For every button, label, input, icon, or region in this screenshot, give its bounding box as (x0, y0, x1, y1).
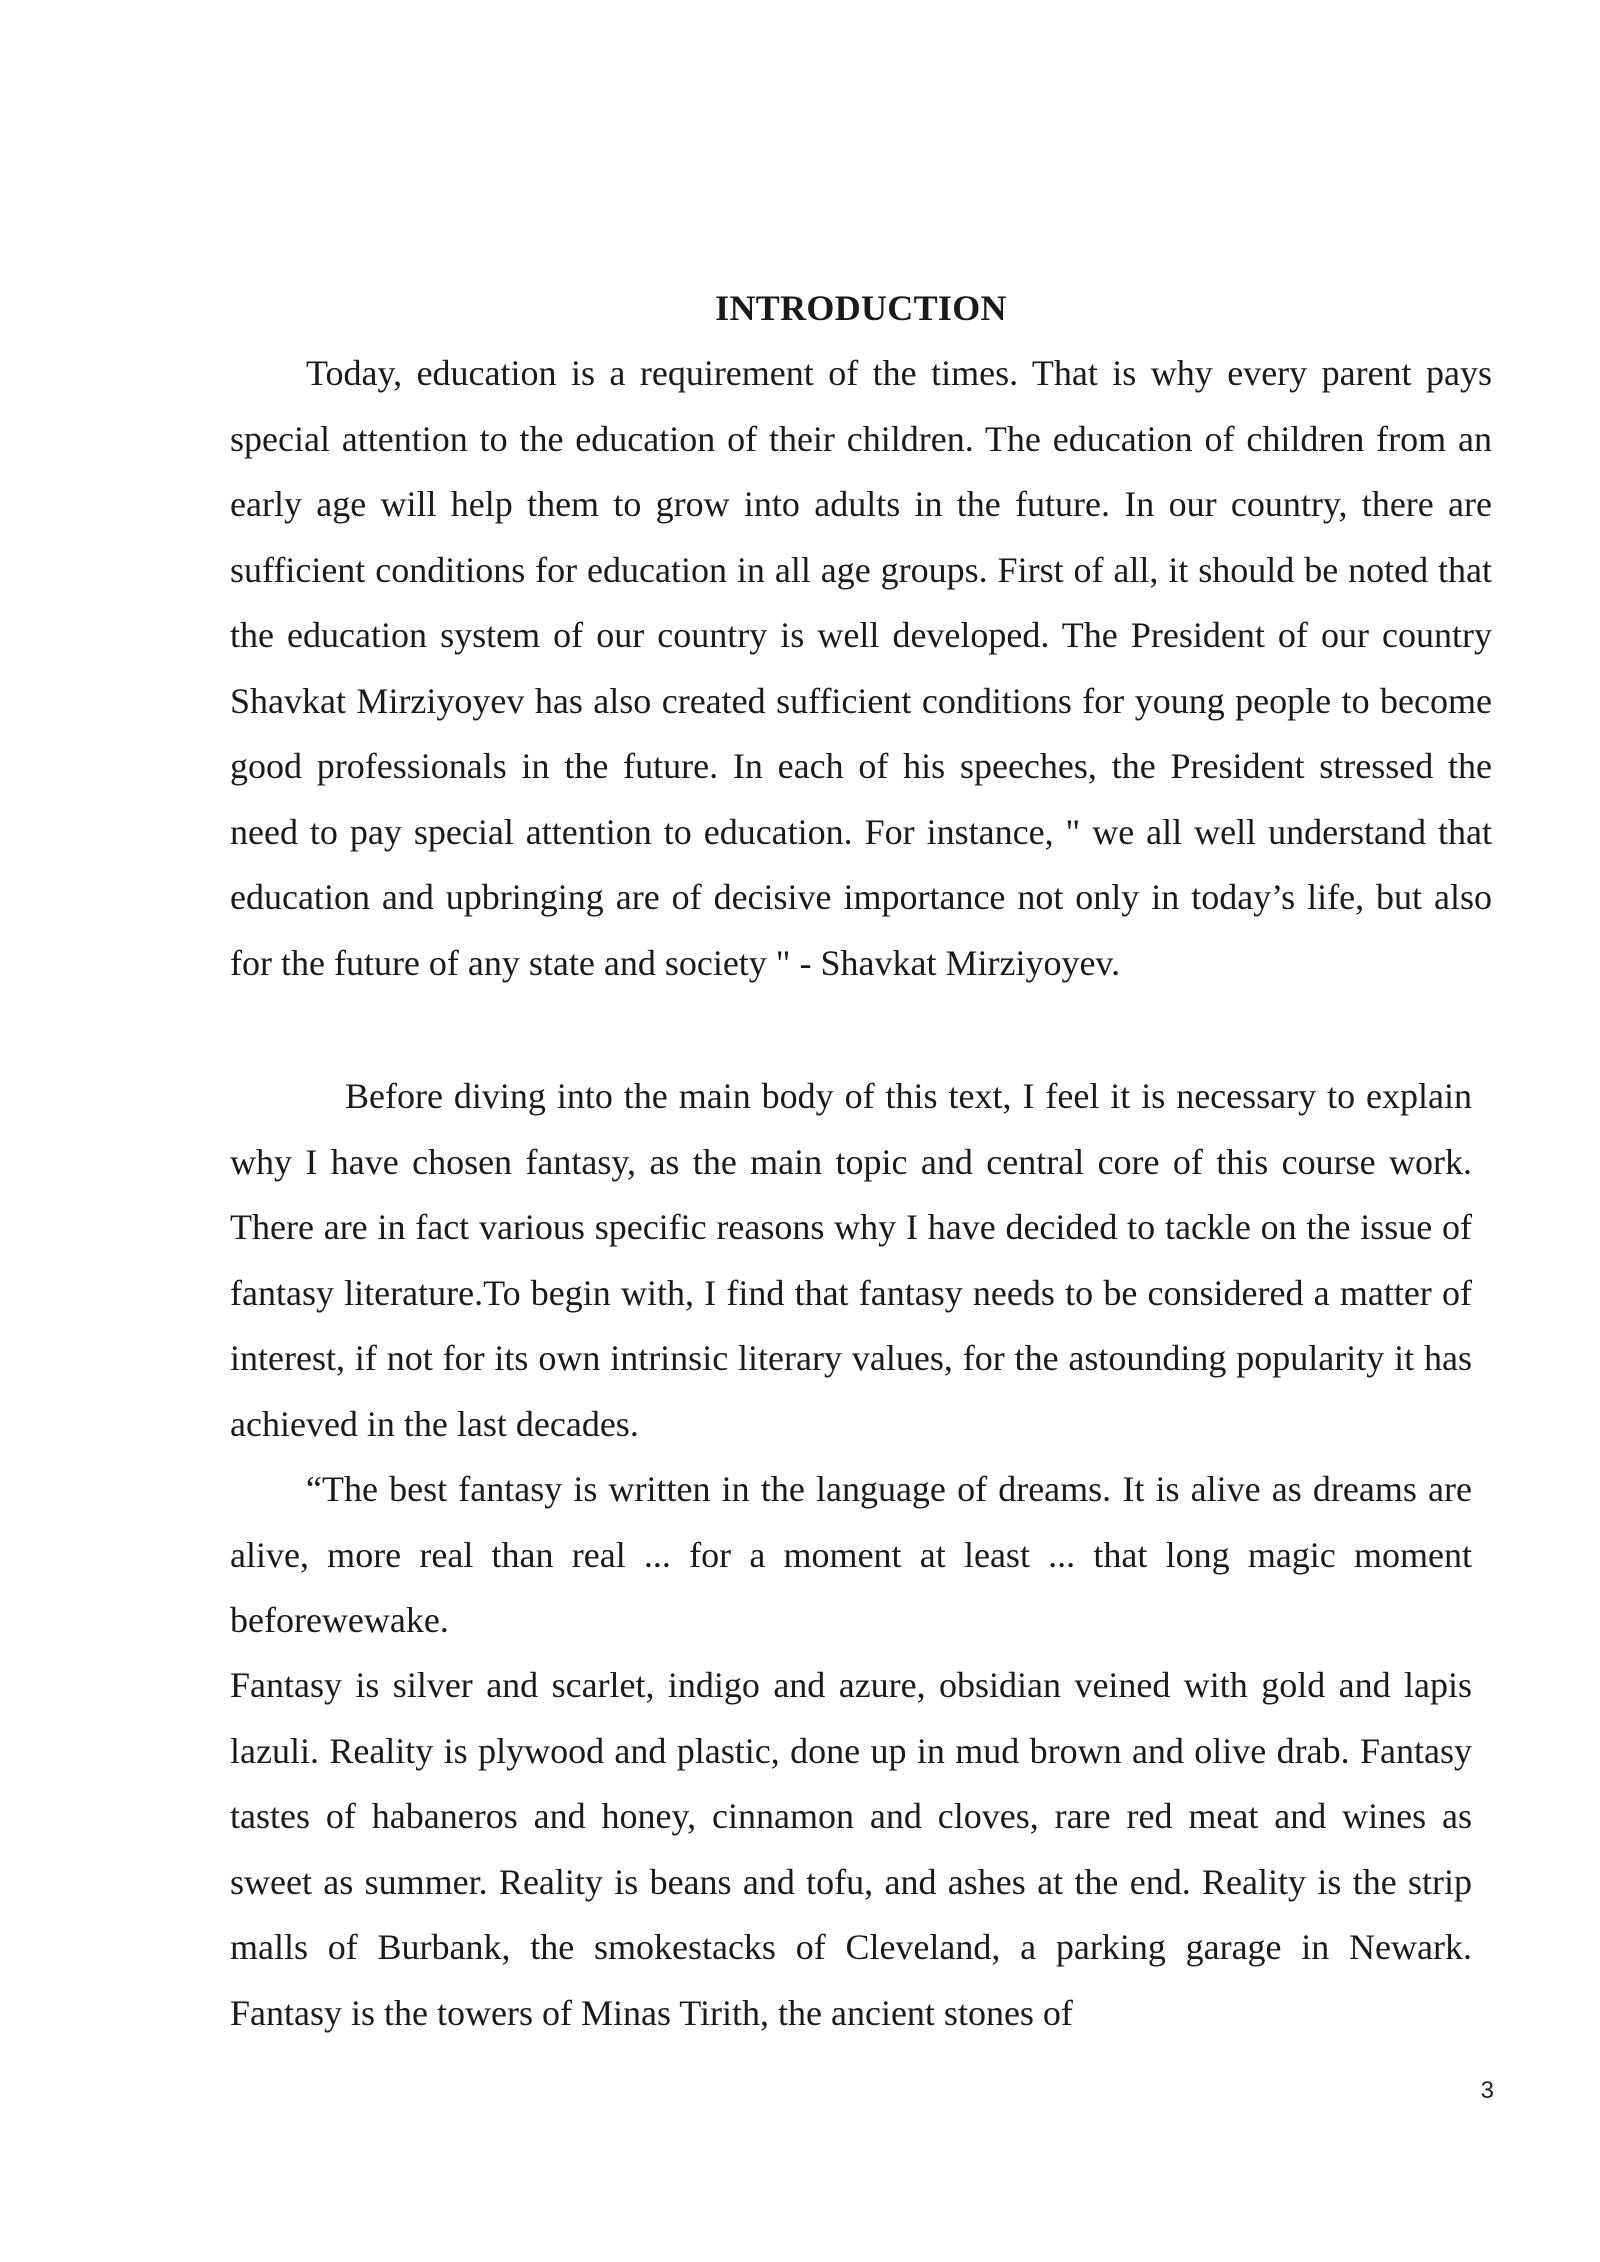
page-number: 3 (1480, 2077, 1494, 2104)
paragraph-quote-dreams: “The best fantasy is written in the language of dreams. It is alive as dreams are alive, more real than real ... for a moment at least ... that long magic moment beforewewake. (230, 1469, 1472, 1640)
paragraph-fantasy-reasons: Before diving into the main body of this text, I feel it is necessary to explain why I have chosen fantasy, as the main topic and central core of this course work. There are in fact various specific reasons why I have decided to tackle on the issue of fantasy literature.To begin with, I find that fantasy needs to be considered a matter of interest, if not for its own intrinsic literary values, for the astounding popularity it has achieved in the last decades. (230, 1076, 1472, 1444)
paragraph-fantasy-reality: Fantasy is silver and scarlet, indigo and azure, obsidian veined with gold and lapis lazuli. Reality is plywood and plastic, done up in mud brown and olive drab. Fantasy tastes of habaneros and honey, cinnamon and cloves, rare red meat and wines as sweet as summer. Reality is beans and tofu, and ashes at the end. Reality is the strip malls of Burbank, the smokestacks of Cleveland, a parking garage in Newark. Fantasy is the towers of Minas Tirith, the ancient stones of (230, 1665, 1472, 2033)
paragraph-education: Today, education is a requirement of the times. That is why every parent pays special attention to the education of their children. The education of children from an early age will help them to grow into adults in the future. In our country, there are sufficient conditions for education in all age groups. First of all, it should be noted that the education system of our country is well developed. The President of our country Shavkat Mirziyoyev has also created sufficient conditions for young people to become good professionals in the future. In each of his speeches, the President stressed the need to pay special attention to education. For instance, " we all well understand that education and upbringing are of decisive importance not only in today’s life, but also for the future of any state and society " - Shavkat Mirziyoyev. (230, 353, 1492, 983)
page-title: INTRODUCTION (715, 288, 1007, 328)
